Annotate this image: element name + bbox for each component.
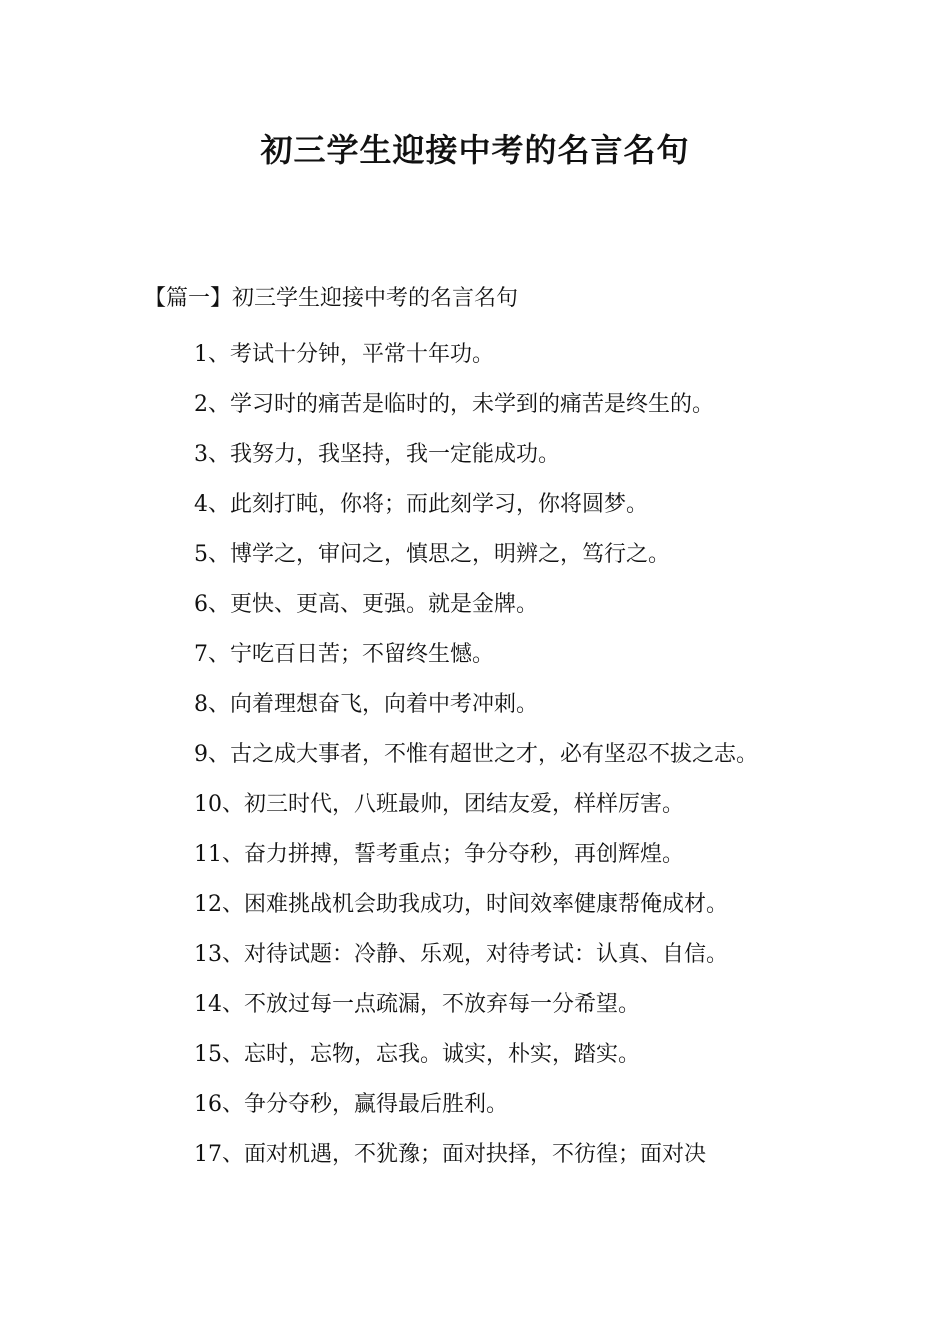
list-item: 8、向着理想奋飞，向着中考冲刺。 <box>194 692 538 717</box>
page-title: 初三学生迎接中考的名言名句 <box>260 131 690 169</box>
list-item: 15、忘时，忘物，忘我。诚实，朴实，踏实。 <box>194 1042 640 1067</box>
list-item: 12、困难挑战机会助我成功，时间效率健康帮俺成材。 <box>194 892 728 917</box>
list-item: 14、不放过每一点疏漏，不放弃每一分希望。 <box>194 992 640 1017</box>
list-item: 5、博学之，审问之，慎思之，明辨之，笃行之。 <box>194 542 670 567</box>
quote-list <box>144 330 810 1180</box>
list-item: 10、初三时代，八班最帅，团结友爱，样样厉害。 <box>194 792 684 817</box>
list-item: 4、此刻打盹，你将；而此刻学习，你将圆梦。 <box>194 492 648 517</box>
list-item: 13、对待试题：冷静、乐观，对待考试：认真、自信。 <box>194 942 728 967</box>
section-heading: 【篇一】初三学生迎接中考的名言名句 <box>144 286 519 311</box>
list-item: 6、更快、更高、更强。就是金牌。 <box>194 592 538 617</box>
list-item: 11、奋力拼搏，誓考重点；争分夺秒，再创辉煌。 <box>194 842 684 867</box>
list-item: 17、面对机遇，不犹豫；面对抉择，不彷徨；面对决 <box>194 1142 706 1167</box>
list-item: 16、争分夺秒，赢得最后胜利。 <box>194 1092 508 1117</box>
list-item: 7、宁吃百日苦；不留终生憾。 <box>194 642 494 667</box>
list-item: 9、古之成大事者，不惟有超世之才，必有坚忍不拔之志。 <box>194 742 758 767</box>
list-item: 3、我努力，我坚持，我一定能成功。 <box>194 442 560 467</box>
list-item: 1、考试十分钟，平常十年功。 <box>194 342 494 367</box>
list-item: 2、学习时的痛苦是临时的，未学到的痛苦是终生的。 <box>194 392 714 417</box>
